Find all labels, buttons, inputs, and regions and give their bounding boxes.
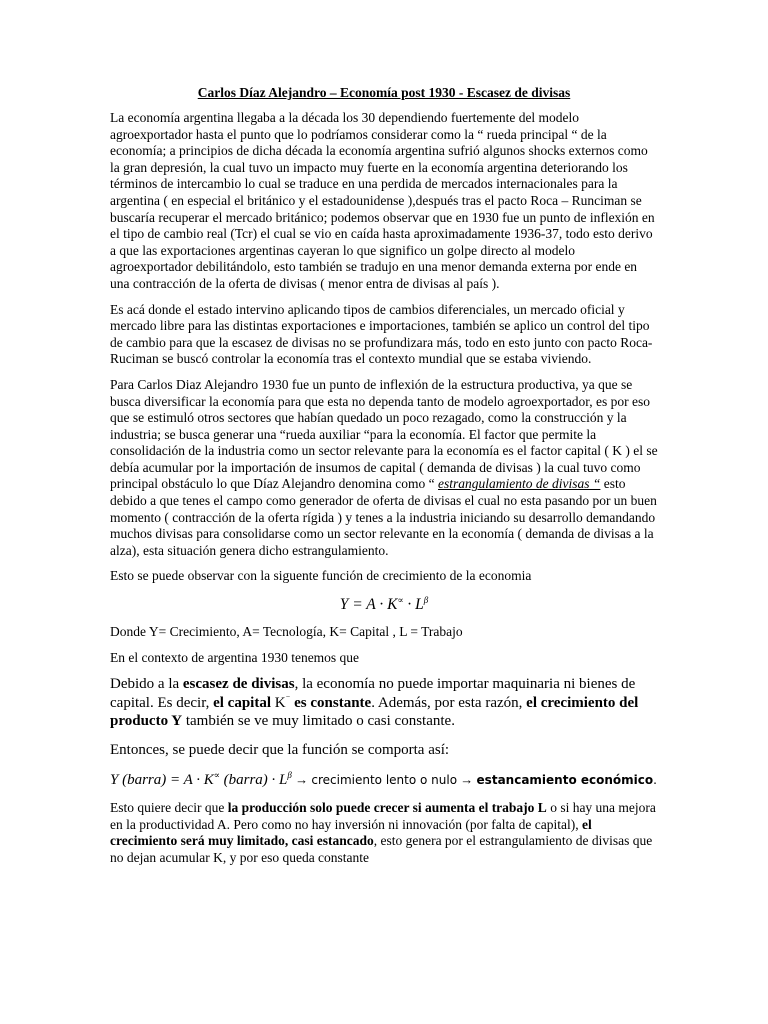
p9-bold-1: la producción solo puede crecer si aumenta el trabajo L (227, 800, 547, 816)
formula-lhs: Y = A · K (339, 596, 398, 614)
p9-bold-2: el crecimiento será muy limitado, casi estancado (110, 816, 592, 849)
paragraph-3-part-a: Para Carlos Diaz Alejandro 1930 fue un punto de inflexión de la estructura productiva, ya que se busca diversificar la economía para que esta no dependa tanto de modelo agroexportador, es por eso que se estimuló otros sectores que habían quedado un poco rezagado, como la construcción y la industria; se busca generar una “rueda auxiliar “para la economía. El factor que permite la consolidación de la industria como un sector relevante para la economía es el factor capital ( K ) el se debía acumular por la importación de insumos de capital ( demanda de divisas ) la cual tuvo como principal obstáculo lo que Díaz Alejandro denomina como “ (110, 376, 658, 492)
paragraph-6: En el contexto de argentina 1930 tenemos que (110, 649, 360, 665)
p7-text-3: K (271, 694, 286, 711)
strangulation-term: estrangulamiento de divisas “ (438, 476, 601, 492)
paragraph-4: Esto se puede observar con la siguente función de crecimiento de la economia (110, 568, 532, 584)
p7-bold-3: es constante (294, 694, 372, 711)
right-arrow-icon-2: → (457, 772, 477, 788)
p9-text-1: Esto quiere decir que (110, 800, 228, 816)
p7-text-6: también se ve muy limitado o casi constante. (182, 713, 455, 730)
document-body (110, 84, 658, 876)
p7-bold-4: el crecimiento del producto Y (110, 694, 639, 730)
p9-text-3: , esto genera por el estrangulamiento de divisas que no dejan acumular K, y por eso queda constante (110, 833, 653, 865)
paragraph-8: Entonces, se puede decir que la función se comporta así: (110, 741, 450, 758)
paragraph-3-part-b: esto debido a que tenes el campo como generador de oferta de divisas el cual no esta pasando por un buen momento ( contracción de la oferta rígida ) y tenes a la industria iniciando su desarrollo demandando muchos divisas para consolidarse como un sector relevante en la economía ( demanda de divisas a la alza), esta situación genera dicho estrangulamiento. (110, 476, 657, 558)
formula2-alpha: ∝ (213, 770, 220, 781)
formula2-end: . (653, 773, 657, 788)
paragraph-9 (110, 800, 658, 866)
paragraph-7 (110, 675, 658, 731)
formula-beta: β (423, 595, 429, 606)
right-arrow-icon: → (291, 772, 312, 788)
p9-text-2: o si hay una mejora en la productividad A. Pero como no hay inversión ni innovación (por falta de capital), (110, 800, 656, 832)
paragraph-2: Es acá donde el estado intervino aplicando tipos de cambios diferenciales, un mercado oficial y mercado libre para las distintas exportaciones e importaciones, también se aplico un control del tipo de cambio para que la escasez de divisas no se profundizara más, todo en esto junto con pacto Roca-Ruciman se buscó controlar la economía tras el contexto mundial que se estaba viviendo. (110, 301, 653, 367)
p7-text-2: , la economía no puede importar maquinaria ni bienes de capital. Es decir, (110, 676, 636, 711)
formula2-bold: estancamiento económico (476, 773, 654, 788)
formula2-text: crecimiento lento o nulo (311, 773, 458, 788)
formula2-beta: β (287, 770, 292, 781)
paragraph-3 (110, 377, 658, 560)
p7-text-5: . Además, por esta razón, (371, 694, 527, 711)
paragraph-1: La economía argentina llegaba a la década los 30 dependiendo fuertemente del modelo agroexportador hasta el punto que lo podríamos considerar como la “ rueda principal “ de la economía; a principios de dicha década la economía argentina sufrió algunos shocks externos como la gran depresión, la cual tuvo un impacto muy fuerte en la economía argentina deteriorando los términos de intercambio lo cual se traduce en una perdida de mercados internacionales para la argentina ( en especial el británico y el estadounidense ),después tras el pacto Roca – Runciman se buscaría recuperar el mercado británico; podemos observar que en 1930 fue un punto de inflexión en el tipo de cambio real (Tcr) el cual se vio en caída hasta aproximadamente 1936-37, todo esto derivo a que las exportaciones argentinas cayeran lo que significo un golpe directo al modelo agroexportador debilitándolo, esto también se tradujo en una menor demanda externa por ende en una contracción de la oferta de divisas ( menor entra de divisas al país ). (110, 110, 655, 291)
formula2-lhs: Y (barra) = A · K (110, 772, 214, 789)
formula-mid: · L (403, 596, 424, 614)
document-title: Carlos Díaz Alejandro – Economía post 1930 - Escasez de divisas (197, 85, 571, 100)
growth-function-formula (110, 594, 658, 616)
p7-bold-2: el capital (213, 694, 272, 711)
paragraph-5: Donde Y= Crecimiento, A= Tecnología, K= Capital , L = Trabajo (110, 624, 463, 640)
constant-capital-formula (110, 769, 658, 791)
formula-alpha: ∝ (397, 595, 404, 606)
formula2-mid: (barra) · L (219, 772, 288, 789)
p7-kbar: ⁻ (285, 692, 291, 703)
p7-bold-1: escasez de divisas (182, 676, 295, 693)
p7-text-1: Debido a la (110, 676, 183, 693)
